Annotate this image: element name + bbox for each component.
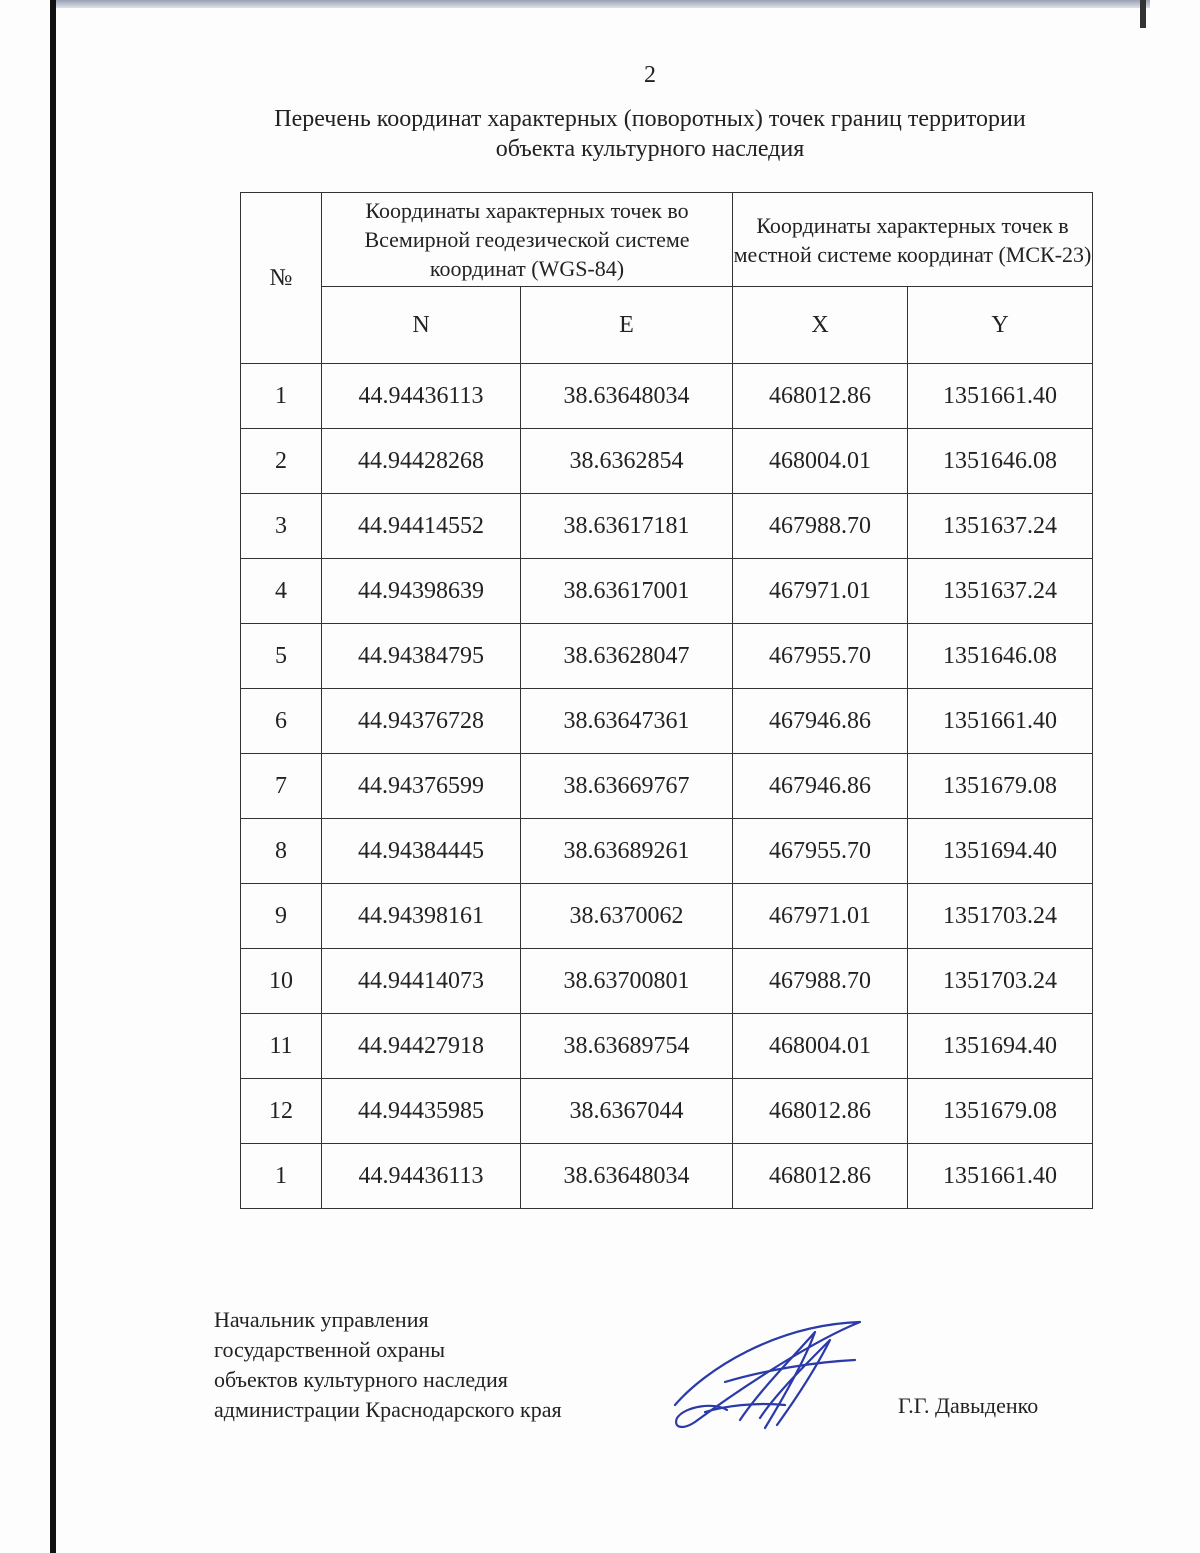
cell-n: 44.94414073 (322, 949, 521, 1014)
header-col-n: N (322, 287, 521, 364)
cell-n: 44.94376728 (322, 689, 521, 754)
handwritten-signature (665, 1310, 875, 1440)
cell-y: 1351646.08 (908, 429, 1093, 494)
table-row (241, 949, 1093, 1014)
cell-number: 10 (241, 949, 322, 1014)
cell-number: 1 (241, 1144, 322, 1209)
cell-e: 38.6367044 (521, 1079, 733, 1144)
cell-n: 44.94384795 (322, 624, 521, 689)
cell-number: 4 (241, 559, 322, 624)
title-line-1: Перечень координат характерных (поворотных) точек границ территории (274, 106, 1026, 132)
cell-e: 38.63628047 (521, 624, 733, 689)
cell-number: 8 (241, 819, 322, 884)
cell-number: 3 (241, 494, 322, 559)
scan-left-edge (50, 0, 56, 1553)
signatory-name: Г.Г. Давыденко (898, 1393, 1039, 1418)
signatory-line-2: государственной охраны (214, 1337, 446, 1362)
cell-x: 467955.70 (733, 819, 908, 884)
cell-x: 467971.01 (733, 884, 908, 949)
cell-n: 44.94398161 (322, 884, 521, 949)
cell-number: 1 (241, 364, 322, 429)
cell-e: 38.63647361 (521, 689, 733, 754)
table-row (241, 884, 1093, 949)
page-number: 2 (644, 62, 656, 88)
cell-n: 44.94428268 (322, 429, 521, 494)
cell-e: 38.6362854 (521, 429, 733, 494)
cell-x: 467988.70 (733, 949, 908, 1014)
cell-n: 44.94384445 (322, 819, 521, 884)
cell-e: 38.63617181 (521, 494, 733, 559)
cell-x: 468012.86 (733, 364, 908, 429)
cell-x: 468004.01 (733, 1014, 908, 1079)
cell-x: 467946.86 (733, 754, 908, 819)
cell-n: 44.94427918 (322, 1014, 521, 1079)
cell-y: 1351661.40 (908, 689, 1093, 754)
cell-e: 38.63700801 (521, 949, 733, 1014)
cell-e: 38.63648034 (521, 1144, 733, 1209)
cell-y: 1351703.24 (908, 884, 1093, 949)
table-row (241, 754, 1093, 819)
cell-y: 1351694.40 (908, 1014, 1093, 1079)
table-row (241, 1144, 1093, 1209)
table-row (241, 429, 1093, 494)
cell-e: 38.6370062 (521, 884, 733, 949)
cell-e: 38.63617001 (521, 559, 733, 624)
cell-number: 12 (241, 1079, 322, 1144)
cell-y: 1351637.24 (908, 559, 1093, 624)
cell-y: 1351679.08 (908, 1079, 1093, 1144)
title-line-2: объекта культурного наследия (495, 136, 805, 162)
scan-corner-mark (1140, 0, 1146, 28)
cell-y: 1351661.40 (908, 364, 1093, 429)
cell-number: 2 (241, 429, 322, 494)
cell-x: 467971.01 (733, 559, 908, 624)
cell-n: 44.94414552 (322, 494, 521, 559)
cell-y: 1351679.08 (908, 754, 1093, 819)
cell-y: 1351661.40 (908, 1144, 1093, 1209)
header-number: № (241, 193, 322, 364)
cell-n: 44.94436113 (322, 364, 521, 429)
cell-x: 467955.70 (733, 624, 908, 689)
coordinates-table (240, 192, 1093, 1209)
header-col-x: X (733, 287, 908, 364)
cell-n: 44.94376599 (322, 754, 521, 819)
table-row (241, 364, 1093, 429)
cell-e: 38.63648034 (521, 364, 733, 429)
cell-y: 1351637.24 (908, 494, 1093, 559)
cell-x: 468012.86 (733, 1079, 908, 1144)
cell-n: 44.94436113 (322, 1144, 521, 1209)
table-row (241, 1014, 1093, 1079)
cell-number: 9 (241, 884, 322, 949)
document-title (180, 104, 1120, 164)
cell-x: 468004.01 (733, 429, 908, 494)
header-col-e: E (521, 287, 733, 364)
table-row (241, 689, 1093, 754)
table-row (241, 1079, 1093, 1144)
signatory-line-1: Начальник управления (214, 1307, 429, 1332)
cell-number: 5 (241, 624, 322, 689)
cell-e: 38.63689261 (521, 819, 733, 884)
cell-x: 468012.86 (733, 1144, 908, 1209)
cell-y: 1351646.08 (908, 624, 1093, 689)
cell-number: 11 (241, 1014, 322, 1079)
cell-y: 1351703.24 (908, 949, 1093, 1014)
cell-e: 38.63669767 (521, 754, 733, 819)
cell-number: 7 (241, 754, 322, 819)
header-wgs-group: Координаты характерных точек во Всемирной геодезической системе координат (WGS-84) (322, 193, 733, 287)
cell-n: 44.94435985 (322, 1079, 521, 1144)
cell-x: 467946.86 (733, 689, 908, 754)
cell-n: 44.94398639 (322, 559, 521, 624)
scan-top-edge (50, 0, 1150, 8)
cell-x: 467988.70 (733, 494, 908, 559)
signatory-position (214, 1305, 562, 1425)
table-row (241, 494, 1093, 559)
header-msk-group: Координаты характерных точек в местной системе координат (МСК-23) (733, 193, 1093, 287)
header-col-y: Y (908, 287, 1093, 364)
cell-e: 38.63689754 (521, 1014, 733, 1079)
table-row (241, 559, 1093, 624)
signatory-line-3: объектов культурного наследия (214, 1367, 508, 1392)
cell-y: 1351694.40 (908, 819, 1093, 884)
table-row (241, 624, 1093, 689)
signatory-line-4: администрации Краснодарского края (214, 1397, 562, 1422)
table-row (241, 819, 1093, 884)
cell-number: 6 (241, 689, 322, 754)
